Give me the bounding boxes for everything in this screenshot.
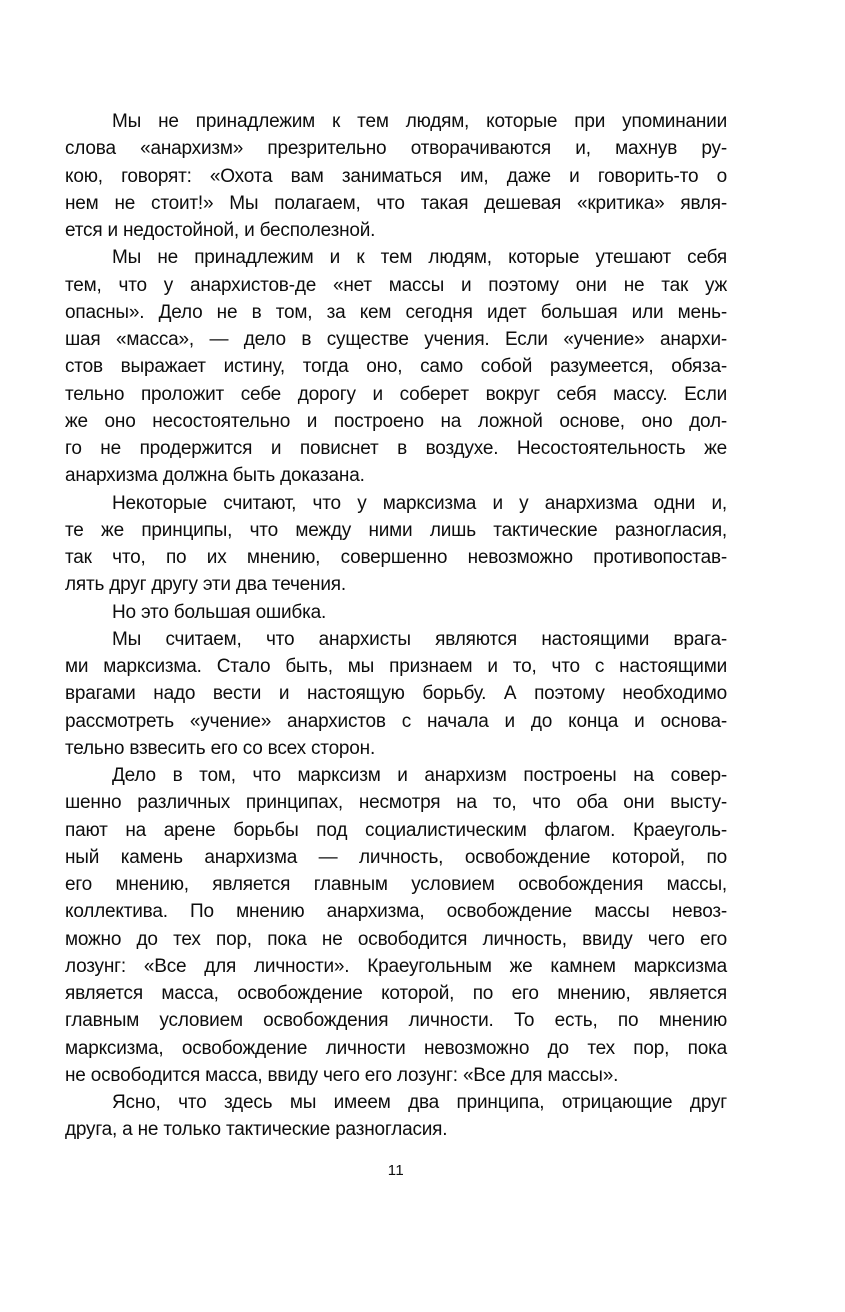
page-number: 11 [387, 1162, 405, 1179]
text-line: го не продержится и повиснет в воздухе. Несостоятельность же [65, 438, 727, 459]
text-line: главным условием освобождения личности. То есть, по мнению [65, 1010, 727, 1032]
text-line: опасны». Дело не в том, за кем сегодня идет большая или мень- [65, 301, 727, 323]
text-line: Мы считаем, что анархисты являются настоящими врага- [112, 628, 727, 650]
text-line: стов выражает истину, тогда оно, само собой разумеется, обяза- [65, 356, 727, 378]
text-line: врагами надо вести и настоящую борьбу. А поэтому необходимо [65, 683, 727, 705]
text-line: лозунг: «Все для личности». Краеугольным же камнем марксизма [65, 955, 727, 977]
text-line: анархизма должна быть доказана. [65, 465, 365, 487]
paragraph [65, 762, 727, 1089]
text-line: Но это большая ошибка. [112, 601, 327, 623]
text-line: те же принципы, что между ними лишь тактические разногласия, [65, 519, 727, 541]
text-line: тельно взвесить его со всех сторон. [65, 737, 376, 759]
paragraph [65, 490, 727, 599]
text-line: ми марксизма. Стало быть, мы признаем и то, что с настоящими [65, 656, 727, 677]
text-line: марксизма, освобождение личности невозможно до тех пор, пока [65, 1037, 727, 1059]
paragraph [65, 626, 727, 762]
text-line: Некоторые считают, что у марксизма и у анархизма одни и, [112, 492, 727, 514]
body-text [65, 108, 727, 1144]
text-line: коллектива. По мнению анархизма, освобождение массы невоз- [65, 901, 727, 923]
paragraph [65, 244, 727, 489]
paragraph [65, 108, 727, 244]
text-line: является масса, освобождение которой, по его мнению, является [65, 983, 727, 1004]
text-line: так что, по их мнению, совершенно невозможно противопостав- [65, 547, 727, 568]
paragraph [65, 599, 727, 626]
text-line: можно до тех пор, пока не освободится личность, ввиду чего его [65, 928, 727, 950]
text-line: тем, что у анархистов-де «нет массы и поэтому они не так уж [65, 274, 727, 296]
text-line: пают на арене борьбы под социалистическим флагом. Краеуголь- [65, 819, 727, 841]
text-line: друга, а не только тактические разногласия. [65, 1119, 448, 1141]
paragraph [65, 1089, 727, 1144]
text-line: рассмотреть «учение» анархистов с начала и до конца и основа- [65, 710, 727, 732]
text-line: же оно несостоятельно и построено на ложной основе, оно дол- [65, 410, 727, 432]
text-line: Мы не принадлежим к тем людям, которые при упоминании [112, 111, 727, 132]
text-line: ный камень анархизма — личность, освобождение которой, по [65, 846, 727, 868]
text-line: Мы не принадлежим и к тем людям, которые утешают себя [112, 247, 727, 269]
text-line: кою, говорят: «Охота вам заниматься им, даже и говорить-то о [65, 165, 727, 187]
text-line: лять друг другу эти два течения. [65, 574, 346, 596]
text-line: нем не стоит!» Мы полагаем, что такая дешевая «критика» явля- [65, 192, 727, 214]
text-line: слова «анархизм» презрительно отворачиваются и, махнув ру- [65, 138, 727, 160]
text-line: шенно различных принципах, несмотря на то, что оба они высту- [65, 792, 727, 814]
text-line: Ясно, что здесь мы имеем два принципа, отрицающие друг [112, 1092, 727, 1113]
text-line: Дело в том, что марксизм и анархизм построены на совер- [112, 765, 727, 786]
text-line: ется и недостойной, и бесполезной. [65, 220, 376, 241]
text-line: шая «масса», — дело в существе учения. Если «учение» анархи- [65, 329, 727, 350]
text-line: его мнению, является главным условием освобождения массы, [65, 874, 727, 895]
text-line: не освободится масса, ввиду чего его лозунг: «Все для массы». [65, 1064, 619, 1086]
text-line: тельно проложит себе дорогу и соберет вокруг себя массу. Если [65, 383, 727, 405]
